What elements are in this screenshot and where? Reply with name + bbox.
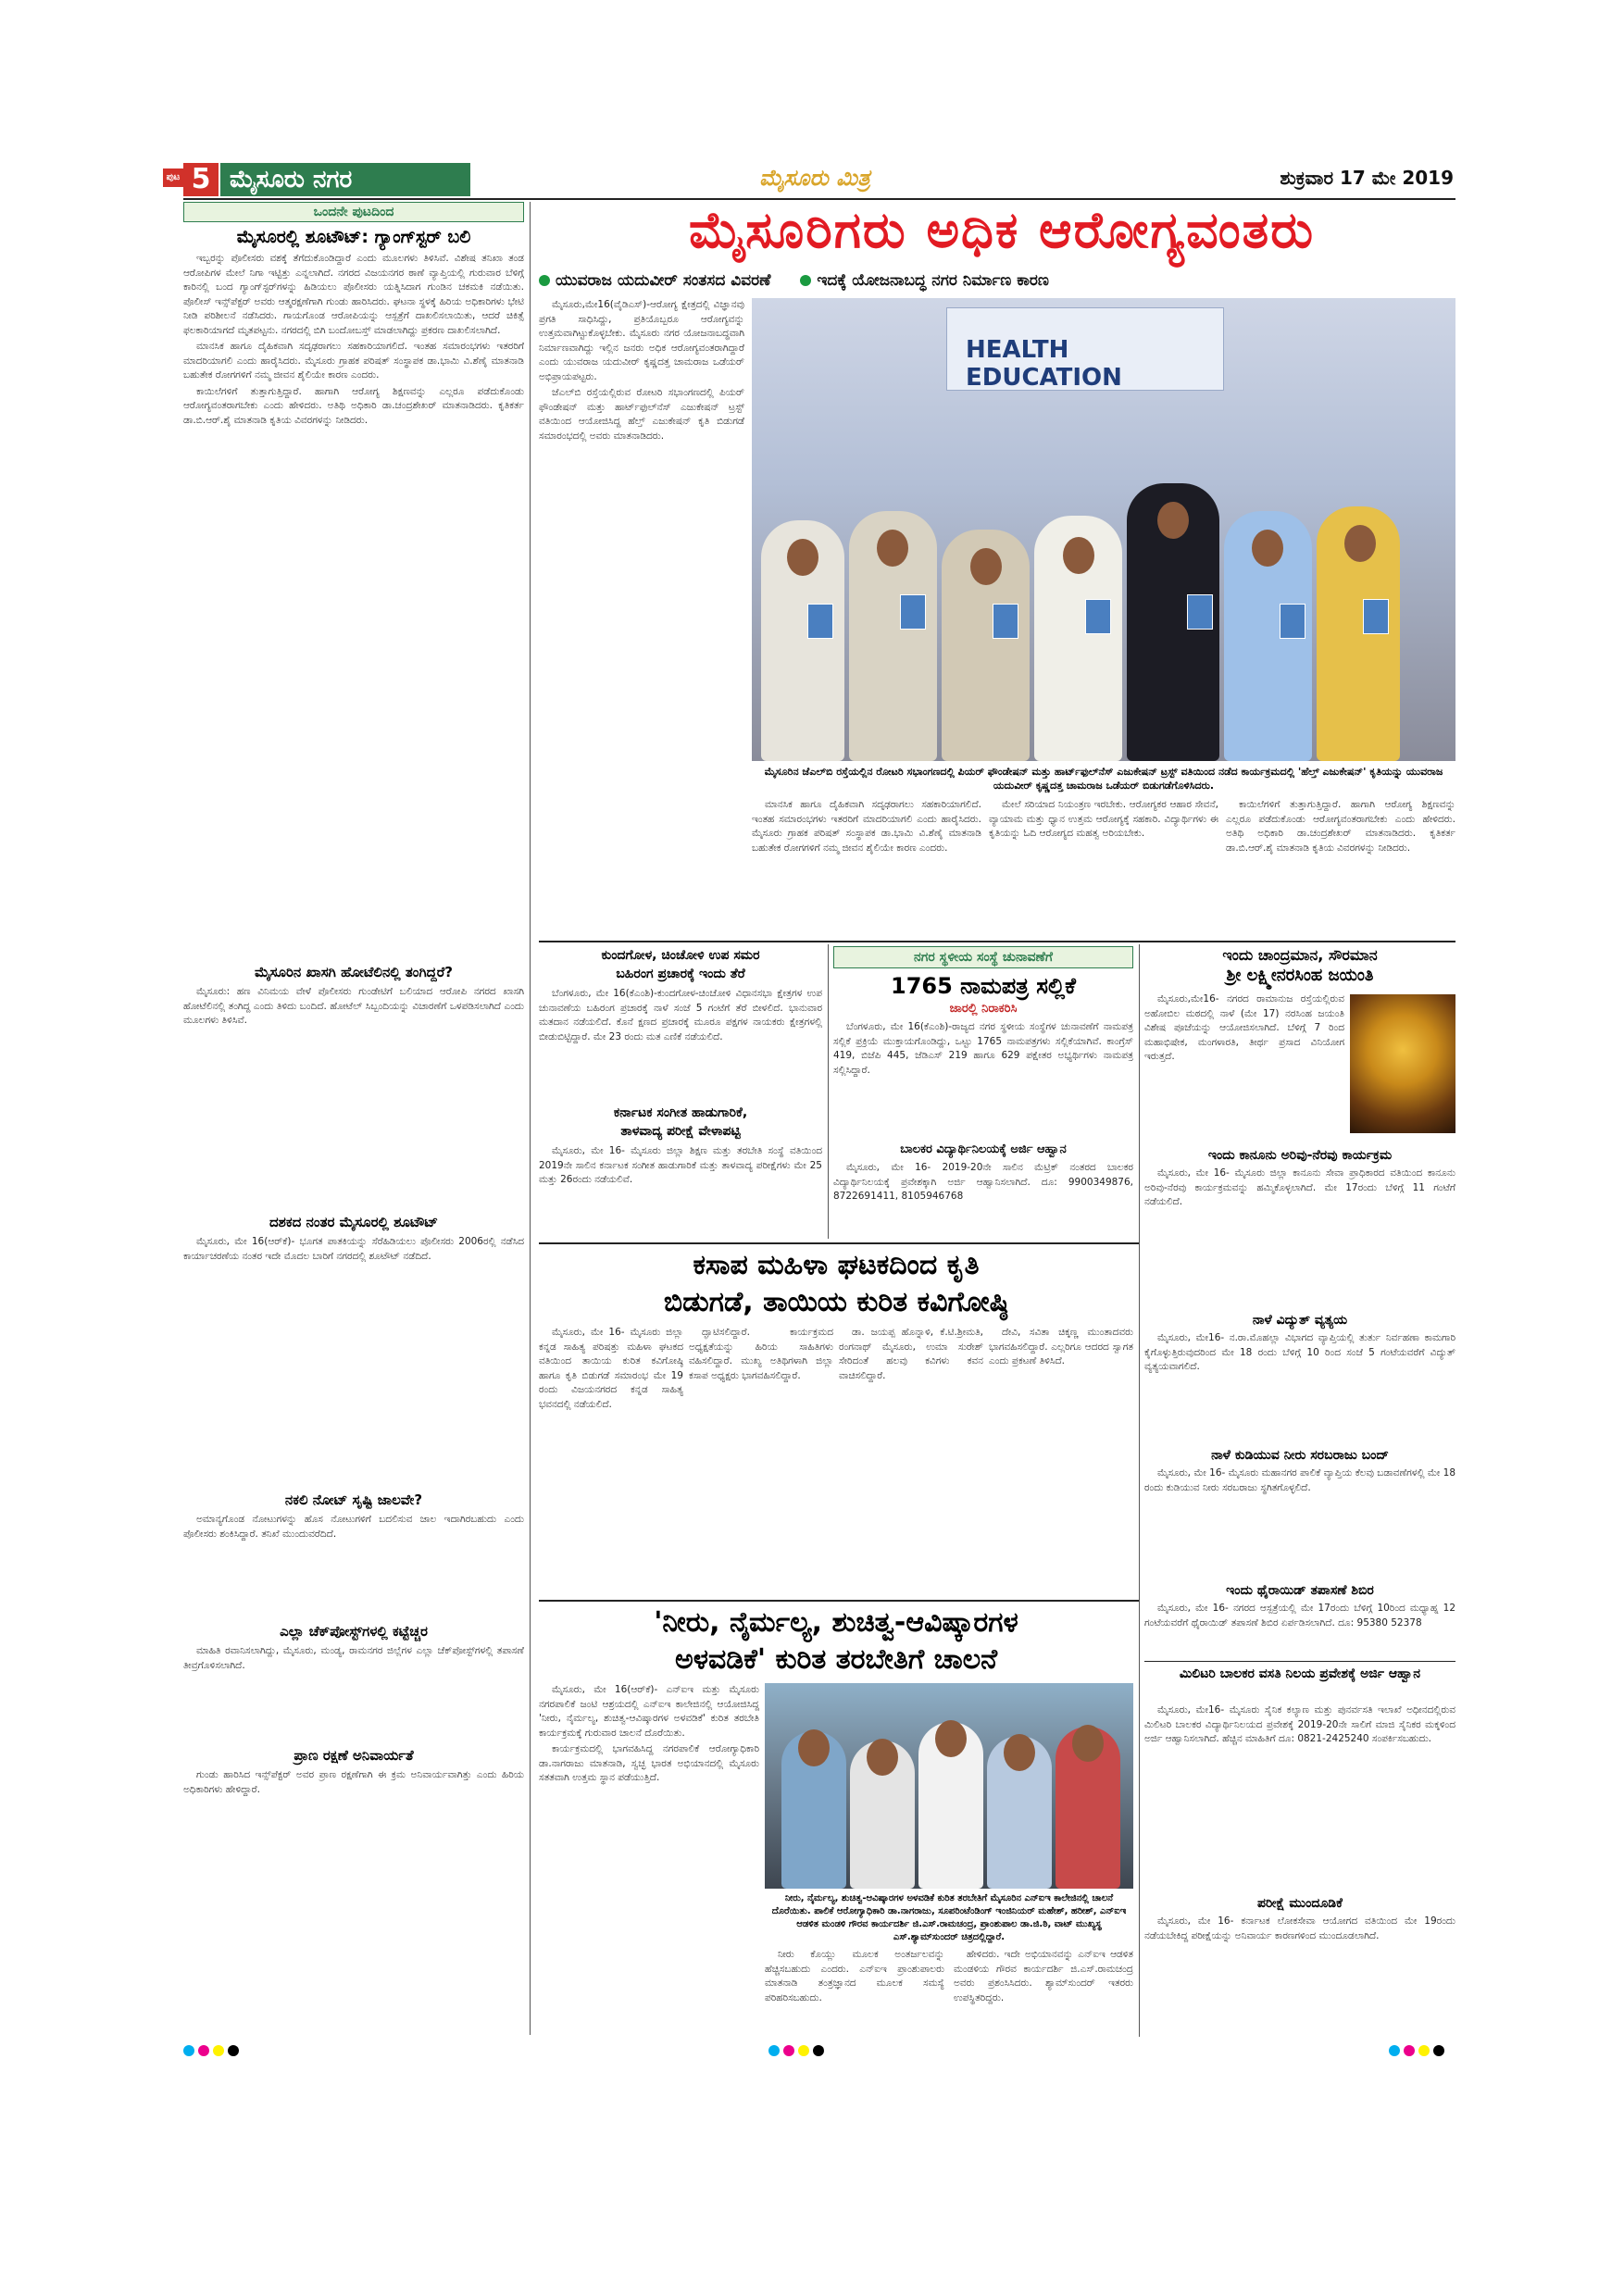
kasapa-head-2: ಬಿಡುಗಡೆ, ತಾಯಿಯ ಕುರಿತ ಕವಿಗೋಷ್ಠಿ [663,1286,1009,1318]
exam-headline: ಪರೀಕ್ಷೆ ಮುಂದೂಡಿಕೆ [1257,1896,1343,1911]
power-headline: ನಾಳೆ ವಿದ್ಯುತ್ ವ್ಯತ್ಯಯ [1252,1313,1348,1328]
law-headline: ಇಂದು ಕಾನೂನು ಅರಿವು-ನೆರವು ಕಾರ್ಯಕ್ರಮ [1207,1148,1393,1163]
power-text: ಮೈಸೂರು, ಮೇ16- ನ.ರಾ.ಮೊಹಲ್ಲಾ ವಿಭಾಗದ ವ್ಯಾಪ್ತಿಯಲ್ಲಿ ತುರ್ತು ನಿರ್ವಹಣಾ ಕಾಮಗಾರಿ ಕೈಗೊಳ್ಳುತ್ತಿರುವುದರಿಂದ ಮೇ 18 ರಂದು ಬೆಳಿಗ್ಗೆ 10 ರಿಂದ ಸಂಜೆ 5 ಗಂಟೆಯವರೆಗೆ ವಿದ್ಯುತ್ ವ್ಯತ್ಯಯವಾಗಲಿದೆ. [1144,1332,1455,1372]
kasapa-text-2: ದ್ಘಾಟಿಸಲಿದ್ದಾರೆ. ಕಾರ್ಯಕ್ರಮದ ಅಧ್ಯಕ್ಷತೆಯನ್ನು ಹಿರಿಯ ಸಾಹಿತಿಗಳು ವಹಿಸಲಿದ್ದಾರೆ. ಮುಖ್ಯ ಅತಿಥಿಗಳಾಗಿ ಜಿಲ್ಲಾ ಕಸಾಪ ಅಧ್ಯಕ್ಷರು ಭಾಗವಹಿಸಲಿದ್ದಾರೆ. [689,1327,833,1381]
law-text: ಮೈಸೂರು, ಮೇ 16- ಮೈಸೂರು ಜಿಲ್ಲಾ ಕಾನೂನು ಸೇವಾ ಪ್ರಾಧಿಕಾರದ ವತಿಯಿಂದ ಕಾನೂನು ಅರಿವು-ನೆರವು ಕಾರ್ಯಕ್ರಮವನ್ನು ಹಮ್ಮಿಕೊಳ್ಳಲಾಗಿದೆ. ಮೇ 17ರಂದು ಬೆಳಿಗ್ಗೆ 11 ಗಂಟೆಗೆ ನಡೆಯಲಿದೆ. [1144,1167,1455,1207]
kasapa-col-3 [839,1326,983,1594]
hotel-text: ಮೈಸೂರು: ಹಣ ವಿನಿಮಯ ವೇಳೆ ಪೊಲೀಸರು ಗುಂಡೇಟಿಗೆ ಬಲಿಯಾದ ಆರೋಪಿ ನಗರದ ಖಾಸಗಿ ಹೋಟೆಲಿನಲ್ಲಿ ತಂಗಿದ್ದ ಎಂದು ತಿಳಿದು ಬಂದಿದೆ. ಹೋಟೆಲ್ ಸಿಬ್ಬಂದಿಯನ್ನು ವಿಚಾರಣೆಗೆ ಒಳಪಡಿಸಲಾಗಿದೆ ಎಂದು ಮೂಲಗಳು ತಿಳಿಸಿವೆ. [183,986,524,1026]
water-head-2: ಅಳವಡಿಕೆ' ಕುರಿತ ತರಬೇತಿಗೆ ಚಾಲನೆ [674,1643,998,1676]
decade-body [183,1235,524,1485]
hostel-text: ಮೈಸೂರು, ಮೇ 16- 2019-20ನೇ ಸಾಲಿನ ಮೆಟ್ರಿಕ್ ನಂತರದ ಬಾಲಕರ ವಿದ್ಯಾರ್ಥಿನಿಲಯಕ್ಕೆ ಪ್ರವೇಶಕ್ಕಾಗಿ ಅರ್ಜಿ ಆಹ್ವಾನಿಸಲಾಗಿದೆ. ದೂ: 9900349876, 8722691411, 8105946768 [833,1162,1133,1202]
kasapa-text-1: ಮೈಸೂರು, ಮೇ 16- ಮೈಸೂರು ಜಿಲ್ಲಾ ಕನ್ನಡ ಸಾಹಿತ್ಯ ಪರಿಷತ್ತು ಮಹಿಳಾ ಘಟಕದ ವತಿಯಿಂದ ತಾಯಿಯ ಕುರಿತ ಕವಿಗೋಷ್ಠಿ ಹಾಗೂ ಕೃತಿ ಬಿಡುಗಡೆ ಸಮಾರಂಭ ಮೇ 19 ರಂದು ವಿಜಯನಗರದ ಕನ್ನಡ ಸಾಹಿತ್ಯ ಭವನದಲ್ಲಿ ನಡೆಯಲಿದೆ. [539,1327,683,1410]
column-divider [1139,944,1140,2037]
lead-body-col2 [752,798,981,937]
water-text-4: ಹೇಳಿದರು. ಇದೇ ಅಭಿಯಾನವನ್ನು ಎನ್‌ಐಇ ಆಡಳಿತ ಮಂಡಳಿಯ ಗೌರವ ಕಾರ್ಯದರ್ಶಿ ಜಿ.ಎಸ್.ರಾಮಚಂದ್ರ ಅವರು ಪ್ರಶಂಸಿಸಿದರು. ಶ್ಯಾಮ್‌ಸುಂದರ್ ಇತರರು ಉಪಸ್ಥಿತರಿದ್ದರು. [954,1949,1133,2003]
shootout-body [183,252,524,957]
lead-text-4: ಮೇಲೆ ಸರಿಯಾದ ನಿಯಂತ್ರಣ ಇರಬೇಕು. ಆರೋಗ್ಯಕರ ಆಹಾರ ಸೇವನೆ, ವ್ಯಾಯಾಮ ಮತ್ತು ಧ್ಯಾನ ಉತ್ತಮ ಆರೋಗ್ಯಕ್ಕೆ ಸಹಕಾರಿ. ವಿದ್ಯಾರ್ಥಿಗಳು ಈ ಕೃತಿಯನ್ನು ಓದಿ ಆರೋಗ್ಯದ ಮಹತ್ವ ಅರಿಯಬೇಕು. [989,799,1218,839]
thyroid-headline: ಇಂದು ಥೈರಾಯಿಡ್ ತಪಾಸಣೆ ಶಿಬಿರ [1226,1583,1374,1598]
brief-rule [1144,1661,1455,1662]
exam-body [1144,1915,1455,2026]
checkpost-body [183,1644,524,1737]
thyroid-text: ಮೈಸೂರು, ಮೇ 16- ನಗರದ ಆಸ್ಪತ್ರೆಯಲ್ಲಿ ಮೇ 17ರಂದು ಬೆಳಿಗ್ಗೆ 10ರಿಂದ ಮಧ್ಯಾಹ್ನ 12 ಗಂಟೆಯವರೆಗೆ ಥೈರಾಯಿಡ್ ತಪಾಸಣೆ ಶಿಬಿರ ಏರ್ಪಡಿಸಲಾಗಿದೆ. ದೂ: 95380 52378 [1144,1603,1455,1628]
law-body [1144,1167,1455,1305]
hostel-body [833,1161,1133,1239]
music-body [539,1144,822,1237]
lead-text-2: ಜೆಎಲ್‌ಬಿ ರಸ್ತೆಯಲ್ಲಿರುವ ರೋಟರಿ ಸಭಾಂಗಣದಲ್ಲಿ ಪಿಯರ್ ಫೌಂಡೇಷನ್ ಮತ್ತು ಹಾರ್ಟ್‌ಫುಲ್‌ನೆಸ್ ಎಜುಕೇಷನ್ ಟ್ರಸ್ಟ್ ವತಿಯಿಂದ ಆಯೋಜಿಸಿದ್ದ ಹೆಲ್ತ್ ಎಜುಕೇಷನ್ ಕೃತಿ ಬಿಡುಗಡೆ ಸಮಾರಂಭದಲ್ಲಿ ಅವರು ಮಾತನಾಡಿದರು. [539,387,744,442]
military-text: ಮೈಸೂರು, ಮೇ16- ಮೈಸೂರು ಸೈನಿಕ ಕಲ್ಯಾಣ ಮತ್ತು ಪುನರ್ವಸತಿ ಇಲಾಖೆ ಅಧೀನದಲ್ಲಿರುವ ಮಿಲಿಟರಿ ಬಾಲಕರ ವಿದ್ಯಾರ್ಥಿನಿಲಯದ ಪ್ರವೇಶಕ್ಕೆ 2019-20ನೇ ಸಾಲಿಗೆ ಮಾಜಿ ಸೈನಿಕರ ಮಕ್ಕಳಿಂದ ಅರ್ಜಿ ಆಹ್ವಾನಿಸಲಾಗಿದೆ. ಹೆಚ್ಚಿನ ಮಾಹಿತಿಗೆ ದೂ: 0821-2425240 ಸಂಪರ್ಕಿಸಬಹುದು. [1144,1704,1455,1744]
water-cut-headline: ನಾಳೆ ಕುಡಿಯುವ ನೀರು ಸರಬರಾಜು ಬಂದ್ [1211,1448,1389,1463]
section-rule [539,941,1455,942]
bullet-icon [539,275,550,286]
water-col-1 [539,1683,759,2026]
nomination-kicker: ನಗರ ಸ್ಥಳೀಯ ಸಂಸ್ಥೆ ಚುನಾವಣೆಗೆ [833,946,1133,968]
issue-date: ಶುಕ್ರವಾರ 17 ಮೇ 2019 [1280,167,1454,189]
section-title: ಮೈಸೂರು ನಗರ [220,163,470,196]
water-head-1: 'ನೀರು, ನೈರ್ಮಲ್ಯ, ಶುಚಿತ್ವ-ಆವಿಷ್ಕಾರಗಳ [654,1606,1018,1639]
newspaper-name: ಮೈಸೂರು ಮಿತ್ರ [759,165,870,191]
lead-text-3: ಮಾನಸಿಕ ಹಾಗೂ ದೈಹಿಕವಾಗಿ ಸದೃಢರಾಗಲು ಸಹಕಾರಿಯಾಗಲಿದೆ. ಇಂತಹ ಸಮಾರಂಭಗಳು ಇತರರಿಗೆ ಮಾದರಿಯಾಗಲಿ ಎಂದು ಹಾರೈಸಿದರು. ಮೈಸೂರು ಗ್ರಾಹಕ ಪರಿಷತ್ ಸಂಸ್ಥಾಪಕ ಡಾ.ಭಾಮಿ ವಿ.ಶೆಣೈ ಮಾತನಾಡಿ ಬಹುತೇಕ ರೋಗಗಳಿಗೆ ನಮ್ಮ ಜೀವನ ಶೈಲಿಯೇ ಕಾರಣ ಎಂದರು. [752,799,981,854]
shootout-headline: ಮೈಸೂರಲ್ಲಿ ಶೂಟೌಟ್: ಗ್ಯಾಂಗ್‌ಸ್ಟರ್ ಬಲಿ [236,227,471,247]
banner-text: HEALTH EDUCATION [966,336,1122,392]
jayanti-head-1: ಇಂದು ಚಾಂದ್ರಮಾನ, ಸೌರಮಾನ [1222,946,1378,964]
lead-text-5: ಕಾಯಿಲೆಗಳಿಗೆ ತುತ್ತಾಗುತ್ತಿದ್ದಾರೆ. ಹಾಗಾಗಿ ಆರೋಗ್ಯ ಶಿಕ್ಷಣವನ್ನು ಎಲ್ಲರೂ ಪಡೆದುಕೊಂಡು ಆರೋಗ್ಯವಂತರಾಗಬೇಕು ಎಂದು ಹೇಳಿದರು. ಅತಿಥಿ ಅಧಿಕಾರಿ ಡಾ.ಚಂದ್ರಶೇಖರ್ ಮಾತನಾಡಿದರು. ಕೃತಿಕರ್ತ ಡಾ.ಬಿ.ಆರ್.ಶೈ ಮಾತನಾಡಿ ಕೃತಿಯ ವಿವರಗಳನ್ನು ನೀಡಿದರು. [1226,799,1455,854]
lead-photo [752,298,1455,761]
checkpost-text: ಮಾಹಿತಿ ರವಾನಿಸಲಾಗಿದ್ದು, ಮೈಸೂರು, ಮಂಡ್ಯ, ರಾಮನಗರ ಜಿಲ್ಲೆಗಳ ಎಲ್ಲಾ ಚೆಕ್‌ಪೋಸ್ಟ್‌ಗಳಲ್ಲಿ ತಪಾಸಣೆ ತೀವ್ರಗೊಳಿಸಲಾಗಿದೆ. [183,1645,524,1671]
shootout-text-cont: ಮಾನಸಿಕ ಹಾಗೂ ದೈಹಿಕವಾಗಿ ಸದೃಢರಾಗಲು ಸಹಕಾರಿಯಾಗಲಿದೆ. ಇಂತಹ ಸಮಾರಂಭಗಳು ಇತರರಿಗೆ ಮಾದರಿಯಾಗಲಿ ಎಂದು ಹಾರೈಸಿದರು. ಮೈಸೂರು ಗ್ರಾಹಕ ಪರಿಷತ್ ಸಂಸ್ಥಾಪಕ ಡಾ.ಭಾಮಿ ವಿ.ಶೆಣೈ ಮಾತನಾಡಿ ಬಹುತೇಕ ರೋಗಗಳಿಗೆ ನಮ್ಮ ಜೀವನ ಶೈಲಿಯೇ ಕಾರಣ ಎಂದರು. [183,341,524,381]
fake-note-text: ಅಮಾನ್ಯಗೊಂಡ ನೋಟುಗಳನ್ನು ಹೊಸ ನೋಟುಗಳಿಗೆ ಬದಲಿಸುವ ಜಾಲ ಇದಾಗಿರಬಹುದು ಎಂದು ಪೊಲೀಸರು ಶಂಕಿಸಿದ್ದಾರೆ. ತನಿಖೆ ಮುಂದುವರೆದಿದೆ. [183,1514,524,1540]
lead-kicker-2: ಇದಕ್ಕೆ ಯೋಜನಾಬದ್ಧ ನಗರ ನಿರ್ಮಾಣ ಕಾರಣ [817,271,1049,290]
lead-body-col1 [539,298,744,752]
color-registration-marks [1389,2042,1448,2060]
nomination-headline: 1765 ನಾಮಪತ್ರ ಸಲ್ಲಿಕೆ [891,973,1076,999]
water-text-2: ಕಾರ್ಯಕ್ರಮದಲ್ಲಿ ಭಾಗವಹಿಸಿದ್ದ ನಗರಪಾಲಿಕೆ ಆರೋಗ್ಯಾಧಿಕಾರಿ ಡಾ.ನಾಗರಾಜು ಮಾತನಾಡಿ, ಸ್ವಚ್ಛ ಭಾರತ ಅಭಿಯಾನದಲ್ಲಿ ಮೈಸೂರು ಸತತವಾಗಿ ಉತ್ತಮ ಸ್ಥಾನ ಪಡೆಯುತ್ತಿದೆ. [539,1743,759,1783]
event-banner [946,307,1224,391]
military-body [1144,1703,1455,1889]
water-col-3 [954,1948,1133,2028]
kasapa-col-2 [689,1326,833,1594]
thyroid-body [1144,1602,1455,1657]
music-head-1: ಕರ್ನಾಟಕ ಸಂಗೀತ ಹಾಡುಗಾರಿಕೆ, [613,1105,748,1120]
kasapa-head-1: ಕಸಾಪ ಮಹಿಳಾ ಘಟಕದಿಂದ ಕೃತಿ [693,1249,980,1281]
life-headline: ಪ್ರಾಣ ರಕ್ಷಣೆ ಅನಿವಾರ್ಯತೆ [294,1747,414,1764]
checkpost-headline: ಎಲ್ಲಾ ಚೆಕ್‌ಪೋಸ್ಟ್‌ಗಳಲ್ಲಿ ಕಟ್ಟೆಚ್ಚರ [280,1623,428,1640]
lead-photo-caption: ಮೈಸೂರಿನ ಜೆಎಲ್‌ಬಿ ರಸ್ತೆಯಲ್ಲಿನ ರೋಟರಿ ಸಭಾಂಗಣದಲ್ಲಿ ಪಿಯರ್ ಫೌಂಡೇಷನ್ ಮತ್ತು ಹಾರ್ಟ್‌ಫುಲ್‌ನೆಸ್ ಎಜುಕೇಷನ್ ಟ್ರಸ್ಟ್ ವತಿಯಿಂದ ನಡೆದ ಕಾರ್ಯಕ್ರಮದಲ್ಲಿ 'ಹೆಲ್ತ್ ಎಜುಕೇಷನ್' ಕೃತಿಯನ್ನು ಯುವರಾಜ ಯದುವೀರ್ ಕೃಷ್ಣದತ್ತ ಚಾಮರಾಜ ಒಡೆಯರ್ ಬಿಡುಗಡೆಗೊಳಿಸಿದರು. [764,766,1443,792]
lead-headline: ಮೈಸೂರಿಗರು ಅಧಿಕ ಆರೋಗ್ಯವಂತರು [688,201,1316,259]
page-label: ಪುಟ [163,168,183,187]
column-divider [828,944,829,1239]
deity-photo [1350,994,1455,1133]
kasapa-text-4: ದೇವಿ, ಸವಿತಾ ಚಿಕ್ಕಣ್ಣ ಮುಂತಾದವರು ಭಾಗವಹಿಸಲಿದ್ದಾರೆ. ಎಲ್ಲರಿಗೂ ಆದರದ ಸ್ವಾಗತ ಎಂದು ಪ್ರಕಟಣೆ ತಿಳಿಸಿದೆ. [989,1327,1133,1366]
shootout-text-cont2: ಕಾಯಿಲೆಗಳಿಗೆ ತುತ್ತಾಗುತ್ತಿದ್ದಾರೆ. ಹಾಗಾಗಿ ಆರೋಗ್ಯ ಶಿಕ್ಷಣವನ್ನು ಎಲ್ಲರೂ ಪಡೆದುಕೊಂಡು ಆರೋಗ್ಯವಂತರಾಗಬೇಕು ಎಂದು ಹೇಳಿದರು. ಅತಿಥಿ ಅಧಿಕಾರಿ ಡಾ.ಚಂದ್ರಶೇಖರ್ ಮಾತನಾಡಿದರು. ಕೃತಿಕರ್ತ ಡಾ.ಬಿ.ಆರ್.ಶೈ ಮಾತನಾಡಿ ಕೃತಿಯ ವಿವರಗಳನ್ನು ನೀಡಿದರು. [183,385,524,426]
byelection-head-2: ಬಹಿರಂಗ ಪ್ರಚಾರಕ್ಕೆ ಇಂದು ತೆರೆ [616,967,745,981]
hotel-headline: ಮೈಸೂರಿನ ಖಾಸಗಿ ಹೋಟೆಲಿನಲ್ಲಿ ತಂಗಿದ್ದರೆ? [255,964,453,980]
page-number-badge [166,163,219,196]
water-col-2 [765,1948,944,2028]
continued-label: ಒಂದನೇ ಪುಟದಿಂದ [183,202,524,222]
nomination-body [833,1020,1133,1135]
bullet-icon [800,275,811,286]
lead-kicker-1: ಯುವರಾಜ ಯದುವೀರ್ ಸಂತಸದ ವಿವರಣೆ [556,271,771,290]
music-head-2: ತಾಳವಾದ್ಯ ಪರೀಕ್ಷೆ ವೇಳಾಪಟ್ಟಿ [620,1124,741,1139]
lead-body-col4 [1226,798,1455,937]
color-registration-marks [768,2042,828,2060]
lead-text-1: ಮೈಸೂರು,ಮೇ16(ವೈಡಿಎಸ್)-ಆರೋಗ್ಯ ಕ್ಷೇತ್ರದಲ್ಲಿ ವಿಜ್ಞಾನವು ಪ್ರಗತಿ ಸಾಧಿಸಿದ್ದು, ಪ್ರತಿಯೊಬ್ಬರೂ ಆರೋಗ್ಯವನ್ನು ಉತ್ತಮವಾಗಿಟ್ಟುಕೊಳ್ಳಬೇಕು. ಮೈಸೂರು ನಗರ ಯೋಜನಾಬದ್ಧವಾಗಿ ನಿರ್ಮಾಣವಾಗಿದ್ದು ಇಲ್ಲಿನ ಜನರು ಅಧಿಕ ಆರೋಗ್ಯವಂತರಾಗಿದ್ದಾರೆ ಎಂದು ಯುವರಾಜ ಯದುವೀರ್ ಕೃಷ್ಣದತ್ತ ಚಾಮರಾಜ ಒಡೆಯರ್ ಅಭಿಪ್ರಾಯಪಟ್ಟರು. [539,299,744,382]
water-photo-caption: ನೀರು, ನೈರ್ಮಲ್ಯ, ಶುಚಿತ್ವ-ಆವಿಷ್ಕಾರಗಳ ಅಳವಡಿಕೆ ಕುರಿತ ತರಬೇತಿಗೆ ಮೈಸೂರಿನ ಎನ್‌ಐಇ ಕಾಲೇಜಿನಲ್ಲಿ ಚಾಲನೆ ದೊರೆಯಿತು. ಪಾಲಿಕೆ ಆರೋಗ್ಯಾಧಿಕಾರಿ ಡಾ.ನಾಗರಾಜು, ಸೂಪರಿಂಟೆಂಡಿಂಗ್ ಇಂಜಿನಿಯರ್ ಮಹೇಶ್, ಹರೀಶ್, ಎನ್‌ಐಇ ಆಡಳಿತ ಮಂಡಳಿ ಗೌರವ ಕಾರ್ಯದರ್ಶಿ ಜಿ.ಎಸ್.ರಾಮಚಂದ್ರ, ಪ್ರಾಂಶುಪಾಲ ಡಾ.ಜಿ.ಠಿ, ವಾಟ್ ಮುಖ್ಯಸ್ಥ ಎಸ್.ಶ್ಯಾಮ್‌ಸುಂದರ್ ಚಿತ್ರದಲ್ಲಿದ್ದಾರೆ. [771,1893,1127,1942]
nomination-text: ಬೆಂಗಳೂರು, ಮೇ 16(ಕೆಎಂಶಿ)-ರಾಜ್ಯದ ನಗರ ಸ್ಥಳೀಯ ಸಂಸ್ಥೆಗಳ ಚುನಾವಣೆಗೆ ನಾಮಪತ್ರ ಸಲ್ಲಿಕೆ ಪ್ರಕ್ರಿಯೆ ಮುಕ್ತಾಯಗೊಂಡಿದ್ದು, ಒಟ್ಟು 1765 ನಾಮಪತ್ರಗಳು ಸಲ್ಲಿಕೆಯಾಗಿವೆ. ಕಾಂಗ್ರೆಸ್ 419, ಬಿಜೆಪಿ 445, ಜೆಡಿಎಸ್ 219 ಹಾಗೂ 629 ಪಕ್ಷೇತರ ಅಭ್ಯರ್ಥಿಗಳು ನಾಮಪತ್ರ ಸಲ್ಲಿಸಿದ್ದಾರೆ. [833,1021,1133,1076]
water-cut-body [1144,1466,1455,1576]
lead-kickers [539,267,1455,294]
kasapa-col-1 [539,1326,683,1594]
life-body [183,1768,524,2028]
lead-body-col3 [989,798,1218,937]
column-divider [530,202,531,2035]
water-text-1: ಮೈಸೂರು, ಮೇ 16(ಆರ್‌ಕೆ)- ಎನ್‌ಐಇ ಮತ್ತು ಮೈಸೂರು ನಗರಪಾಲಿಕೆ ಜಂಟಿ ಆಶ್ರಯದಲ್ಲಿ ಎನ್‌ಐಇ ಕಾಲೇಜಿನಲ್ಲಿ ಆಯೋಜಿಸಿದ್ದ 'ನೀರು, ನೈರ್ಮಲ್ಯ, ಶುಚಿತ್ವ-ಆವಿಷ್ಕಾರಗಳ ಅಳವಡಿಕೆ' ಕುರಿತ ತರಬೇತಿ ಕಾರ್ಯಕ್ರಮಕ್ಕೆ ಗುರುವಾರ ಚಾಲನೆ ದೊರೆಯಿತು. [539,1684,759,1739]
fake-note-body [183,1513,524,1615]
hotel-body [183,985,524,1207]
jayanti-text: ಮೈಸೂರು,ಮೇ16- ನಗರದ ರಾಮಾನುಜ ರಸ್ತೆಯಲ್ಲಿರುವ ಅಹೋಬಿಲ ಮಠದಲ್ಲಿ ನಾಳೆ (ಮೇ 17) ನರಸಿಂಹ ಜಯಂತಿ ವಿಶೇಷ ಪೂಜೆಯನ್ನು ಆಯೋಜಿಸಲಾಗಿದೆ. ಬೆಳಿಗ್ಗೆ 7 ರಿಂದ ಮಹಾಭಿಷೇಕ, ಮಂಗಳಾರತಿ, ತೀರ್ಥ ಪ್ರಸಾದ ವಿನಿಯೋಗ ಇರುತ್ತದೆ. [1144,993,1344,1062]
hostel-headline: ಬಾಲಕರ ವಿದ್ಯಾರ್ಥಿನಿಲಯಕ್ಕೆ ಅರ್ಜಿ ಆಹ್ವಾನ [900,1142,1067,1156]
jayanti-body [1144,992,1344,1141]
military-headline: ಮಿಲಿಟರಿ ಬಾಲಕರ ವಸತಿ ನಿಲಯ ಪ್ರವೇಶಕ್ಕೆ ಅರ್ಜಿ ಆಹ್ವಾನ [1179,1666,1421,1681]
water-text-3: ನೀರು ಕೊಯ್ಲು ಮೂಲಕ ಅಂತರ್ಜಲವನ್ನು ಹೆಚ್ಚಿಸಬಹುದು ಎಂದರು. ಎನ್‌ಐಇ ಪ್ರಾಂಶುಪಾಲರು ಮಾತನಾಡಿ ತಂತ್ರಜ್ಞಾನದ ಮೂಲಕ ಸಮಸ್ಯೆ ಪರಿಹರಿಸಬಹುದು. [765,1949,944,2003]
music-text: ಮೈಸೂರು, ಮೇ 16- ಮೈಸೂರು ಜಿಲ್ಲಾ ಶಿಕ್ಷಣ ಮತ್ತು ತರಬೇತಿ ಸಂಸ್ಥೆ ವತಿಯಿಂದ 2019ನೇ ಸಾಲಿನ ಕರ್ನಾಟಕ ಸಂಗೀತ ಹಾಡುಗಾರಿಕೆ ಮತ್ತು ತಾಳವಾದ್ಯ ಪರೀಕ್ಷೆಗಳು ಮೇ 25 ಮತ್ತು 26ರಂದು ನಡೆಯಲಿವೆ. [539,1145,822,1185]
decade-text: ಮೈಸೂರು, ಮೇ 16(ಆರ್‌ಕೆ)- ಭೂಗತ ಪಾತಕಿಯನ್ನು ಸೆರೆಹಿಡಿಯಲು ಪೊಲೀಸರು 2006ರಲ್ಲಿ ನಡೆಸಿದ ಕಾರ್ಯಾಚರಣೆಯ ನಂತರ ಇದೇ ಮೊದಲ ಬಾರಿಗೆ ನಗರದಲ್ಲಿ ಶೂಟೌಟ್ ನಡೆದಿದೆ. [183,1236,524,1262]
life-text: ಗುಂಡು ಹಾರಿಸಿದ ಇನ್ಸ್‌ಪೆಕ್ಟರ್ ಅವರ ಪ್ರಾಣ ರಕ್ಷಣೆಗಾಗಿ ಈ ಕ್ರಮ ಅನಿವಾರ್ಯವಾಗಿತ್ತು ಎಂದು ಹಿರಿಯ ಅಧಿಕಾರಿಗಳು ಹೇಳಿದ್ದಾರೆ. [183,1769,524,1795]
shootout-text: ಇಬ್ಬರನ್ನು ಪೊಲೀಸರು ವಶಕ್ಕೆ ತೆಗೆದುಕೊಂಡಿದ್ದಾರೆ ಎಂದು ಮೂಲಗಳು ತಿಳಿಸಿವೆ. ವಿಶೇಷ ತನಿಖಾ ತಂಡ ಆರೋಪಿಗಳ ಮೇಲೆ ನಿಗಾ ಇಟ್ಟಿತ್ತು ಎನ್ನಲಾಗಿದೆ. ನಗರದ ವಿಜಯನಗರ ಠಾಣೆ ವ್ಯಾಪ್ತಿಯಲ್ಲಿ ಗುರುವಾರ ಬೆಳಿಗ್ಗೆ ಕಾರಿನಲ್ಲಿ ಬಂದ ಗ್ಯಾಂಗ್‌ಸ್ಟರ್‌ಗಳನ್ನು ಹಿಡಿಯಲು ಪೊಲೀಸರು ಯತ್ನಿಸಿದಾಗ ಗುಂಡಿನ ಚಕಮಕಿ ನಡೆಯಿತು. ಪೊಲೀಸ್ ಇನ್ಸ್‌ಪೆಕ್ಟರ್ ಅವರು ಆತ್ಮರಕ್ಷಣೆಗಾಗಿ ಗುಂಡು ಹಾರಿಸಿದರು. ಘಟನಾ ಸ್ಥಳಕ್ಕೆ ಹಿರಿಯ ಅಧಿಕಾರಿಗಳು ಭೇಟಿ ನೀಡಿ ಪರಿಶೀಲನೆ ನಡೆಸಿದರು. ಗಾಯಗೊಂಡ ಆರೋಪಿಯನ್ನು ಆಸ್ಪತ್ರೆಗೆ ದಾಖಲಿಸಲಾಯಿತು, ಆದರೆ ಚಿಕಿತ್ಸೆ ಫಲಕಾರಿಯಾಗದೆ ಮೃತಪಟ್ಟನು. ನಗರದಲ್ಲಿ ಬಿಗಿ ಬಂದೋಬಸ್ತ್ ಮಾಡಲಾಗಿದ್ದು ಪ್ರಕರಣ ದಾಖಲಿಸಲಾಗಿದೆ. [183,253,524,336]
water-cut-text: ಮೈಸೂರು, ಮೇ 16- ಮೈಸೂರು ಮಹಾನಗರ ಪಾಲಿಕೆ ವ್ಯಾಪ್ತಿಯ ಕೆಲವು ಬಡಾವಣೆಗಳಲ್ಲಿ ಮೇ 18 ರಂದು ಕುಡಿಯುವ ನೀರು ಸರಬರಾಜು ಸ್ಥಗಿತಗೊಳ್ಳಲಿದೆ. [1144,1467,1455,1493]
byelection-head-1: ಕುಂದಗೋಳ, ಚಿಂಚೋಳಿ ಉಪ ಸಮರ [601,948,760,963]
fake-note-headline: ನಕಲಿ ನೋಟ್ ಸೃಷ್ಟಿ ಜಾಲವೇ? [284,1491,423,1508]
section-rule [539,1600,1139,1602]
decade-headline: ದಶಕದ ನಂತರ ಮೈಸೂರಲ್ಲಿ ಶೂಟೌಟ್ [269,1214,438,1230]
jayanti-head-2: ಶ್ರೀ ಲಕ್ಷ್ಮೀನರಸಿಂಹ ಜಯಂತಿ [1226,966,1374,985]
kasapa-text-3: ಡಾ. ಜಯಪ್ಪ ಹೊನ್ನಾಳಿ, ಕೆ.ಟಿ.ಶ್ರೀಮತಿ, ರಂಗನಾಥ್ ಮೈಸೂರು, ಉಮಾ ಸುರೇಶ್ ಸೇರಿದಂತೆ ಹಲವು ಕವಿಗಳು ಕವನ ವಾಚಿಸಲಿದ್ದಾರೆ. [839,1327,983,1381]
water-photo [765,1683,1133,1889]
kasapa-col-4 [989,1326,1133,1594]
byelection-body [539,987,822,1098]
section-rule [539,1242,1139,1244]
power-body [1144,1331,1455,1441]
byelection-text: ಬೆಂಗಳೂರು, ಮೇ 16(ಕೆಎಂಶಿ)-ಕುಂದಗೋಳ-ಚಿಂಚೋಳಿ ವಿಧಾನಸಭಾ ಕ್ಷೇತ್ರಗಳ ಉಪ ಚುನಾವಣೆಯ ಬಹಿರಂಗ ಪ್ರಚಾರಕ್ಕೆ ನಾಳೆ ಸಂಜೆ 5 ಗಂಟೆಗೆ ತೆರೆ ಬೀಳಲಿದೆ. ಭಾನುವಾರ ಮತದಾನ ನಡೆಯಲಿದೆ. ಕೊನೆ ಕ್ಷಣದ ಪ್ರಚಾರಕ್ಕೆ ಮೂರೂ ಪಕ್ಷಗಳ ನಾಯಕರು ಕ್ಷೇತ್ರಗಳಲ್ಲಿ ಬೀಡುಬಿಟ್ಟಿದ್ದಾರೆ. ಮೇ 23 ರಂದು ಮತ ಎಣಿಕೆ ನಡೆಯಲಿದೆ. [539,988,822,1042]
exam-text: ಮೈಸೂರು, ಮೇ 16- ಕರ್ನಾಟಕ ಲೋಕಸೇವಾ ಆಯೋಗದ ವತಿಯಿಂದ ಮೇ 19ರಂದು ನಡೆಯಬೇಕಿದ್ದ ಪರೀಕ್ಷೆಯನ್ನು ಅನಿವಾರ್ಯ ಕಾರಣಗಳಿಂದ ಮುಂದೂಡಲಾಗಿದೆ. [1144,1915,1455,1941]
nomination-sub: ಜಾರಲ್ಲಿ ನಿರಾಕರಿಸಿ [949,1002,1018,1016]
page-number: 5 [191,163,211,195]
color-registration-marks [183,2042,243,2060]
